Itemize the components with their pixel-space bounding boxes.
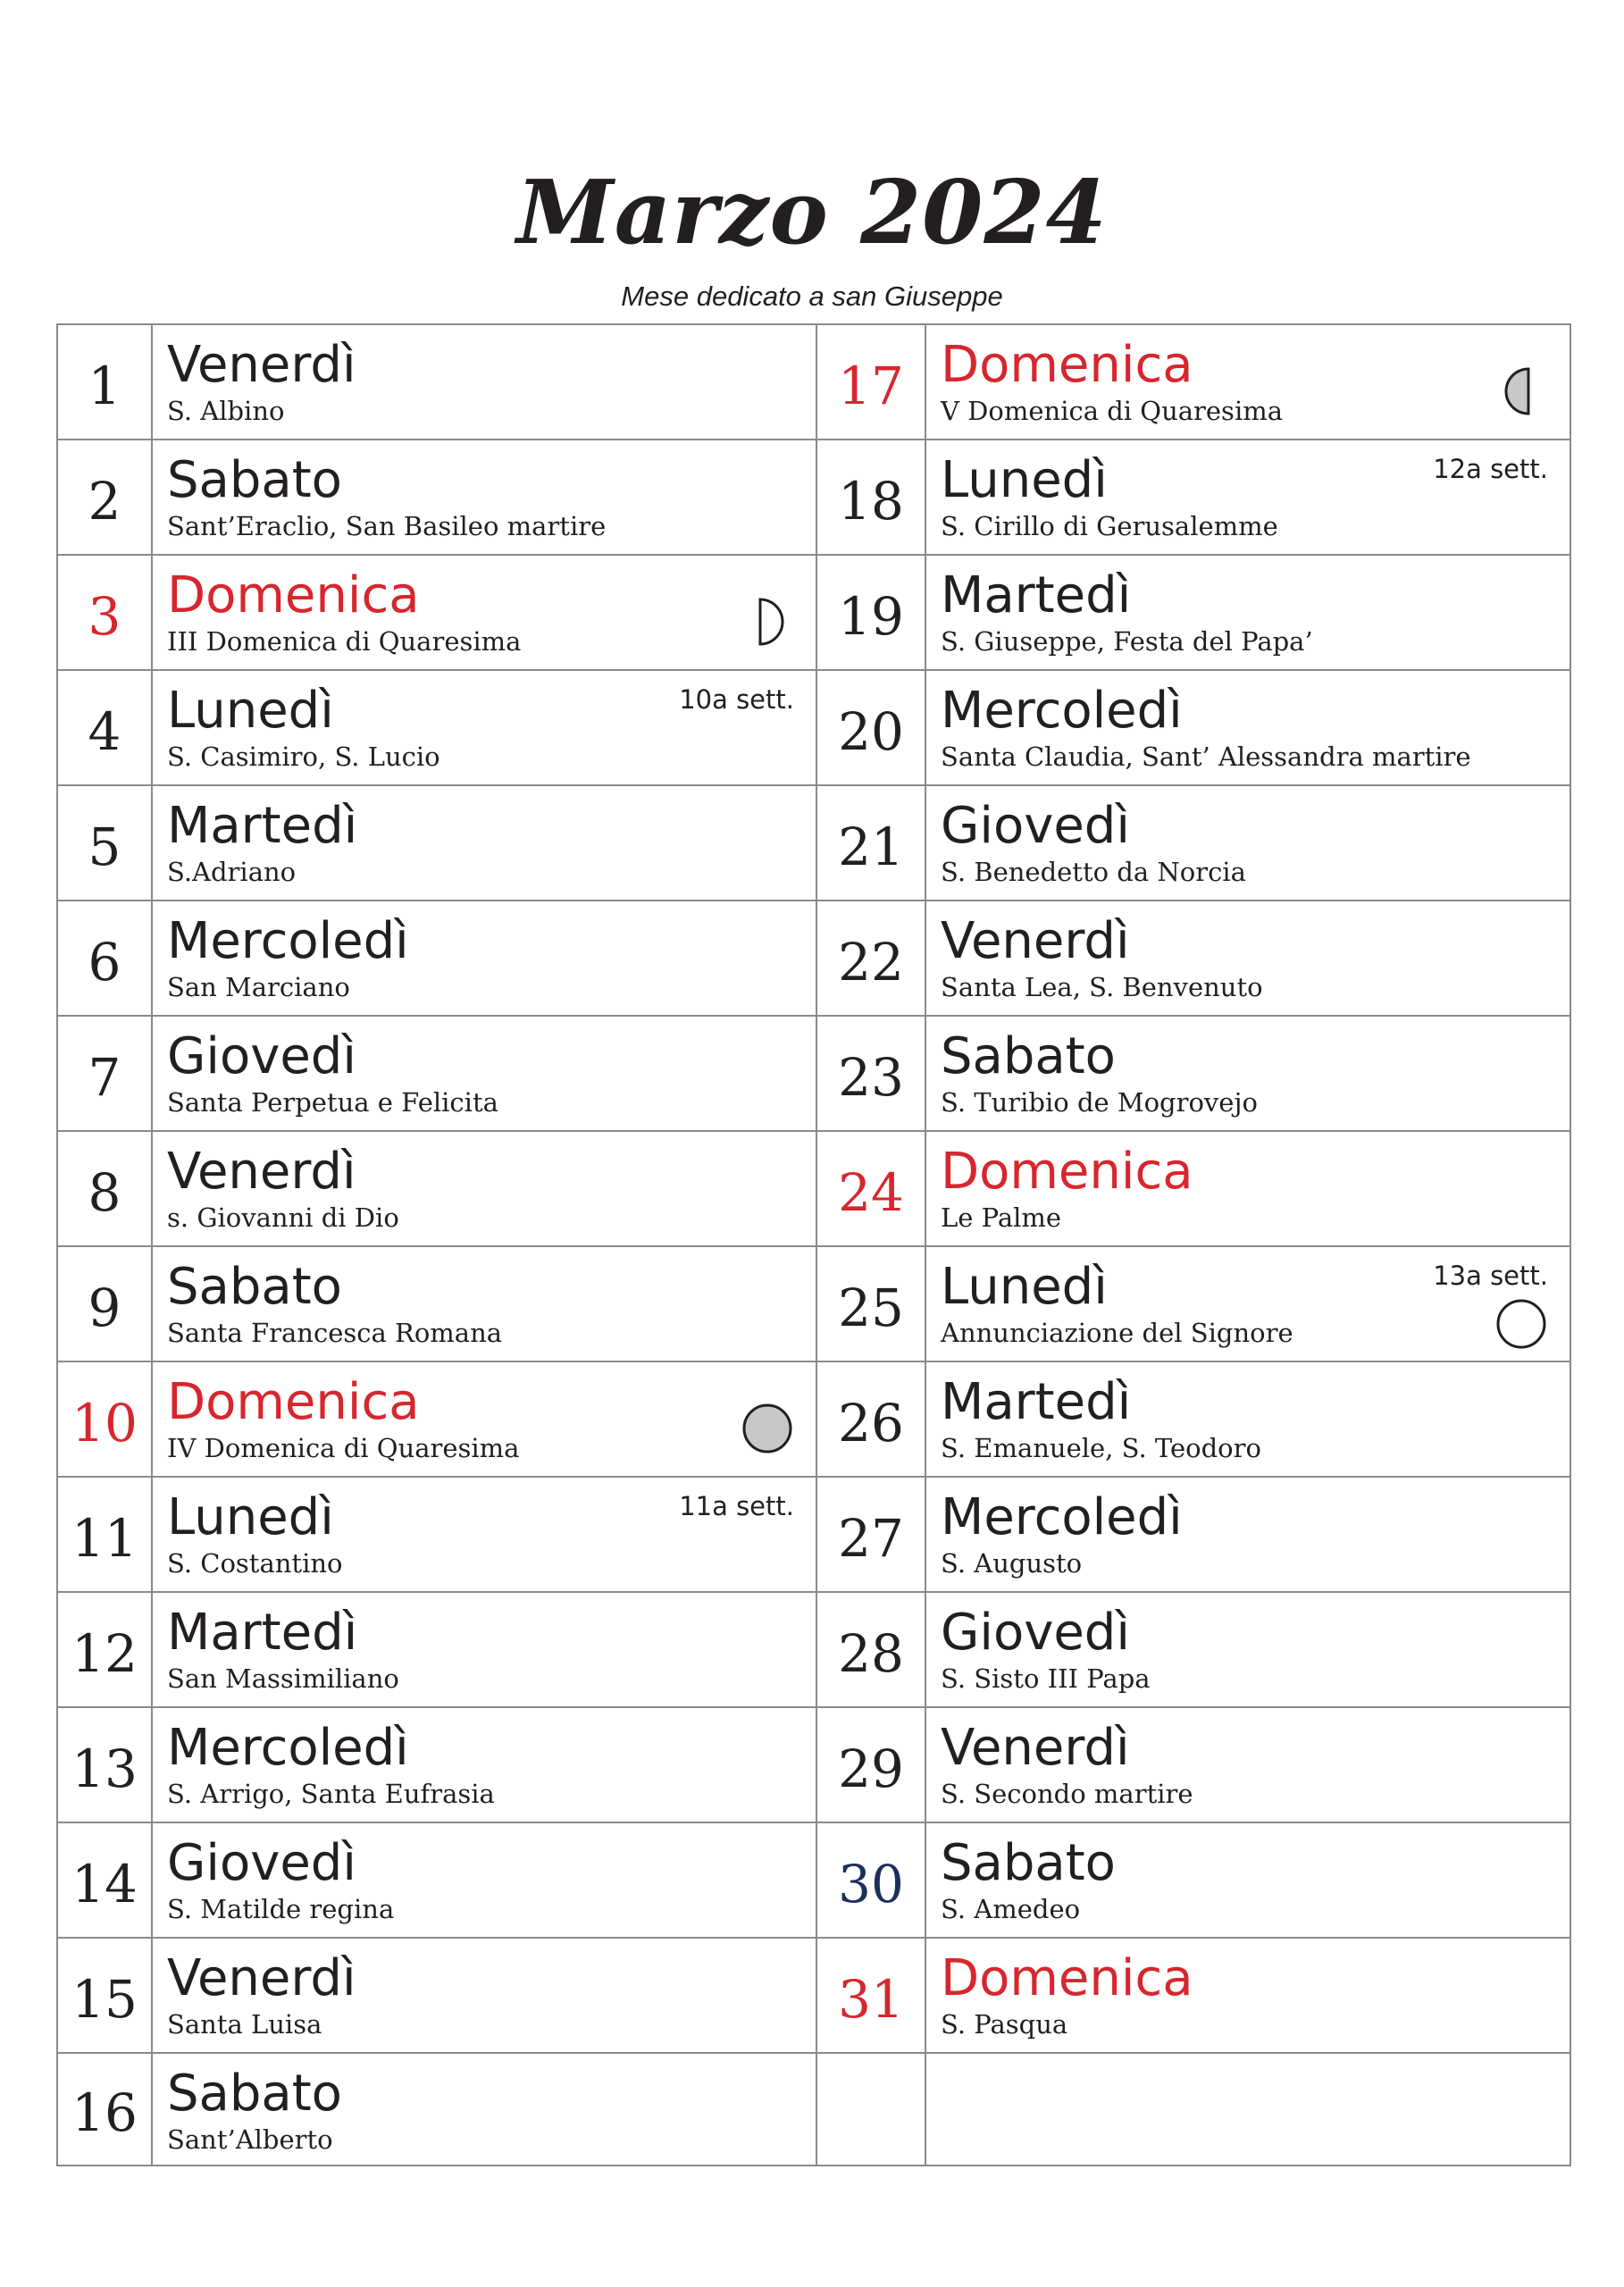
- day-info: [926, 1478, 1570, 1591]
- day-row: [817, 1593, 1570, 1708]
- day-number: 15: [58, 1939, 153, 2052]
- page-subtitle: Mese dedicato a san Giuseppe: [621, 281, 1003, 312]
- day-number: 1: [58, 325, 153, 439]
- day-row: [58, 901, 816, 1017]
- day-info: [153, 1939, 816, 2052]
- saint-name: S. Costantino: [167, 1548, 343, 1579]
- page-title: Marzo 2024: [516, 162, 1108, 264]
- week-number-label: 12a sett.: [1433, 454, 1548, 484]
- day-number: 31: [817, 1939, 926, 2052]
- weekday-name: Lunedì: [167, 1488, 334, 1546]
- day-number: 4: [58, 671, 153, 784]
- day-info: [926, 1939, 1570, 2052]
- day-info: [153, 1593, 816, 1706]
- saint-name: IV Domenica di Quaresima: [167, 1433, 520, 1463]
- day-number: 8: [58, 1132, 153, 1245]
- day-row: [817, 1478, 1570, 1593]
- day-info: [926, 1708, 1570, 1822]
- saint-name: S. Giuseppe, Festa del Papa’: [941, 626, 1313, 657]
- saint-name: III Domenica di Quaresima: [167, 626, 522, 657]
- day-row: [58, 1708, 816, 1823]
- day-number: 14: [58, 1823, 153, 1937]
- day-row: [58, 440, 816, 556]
- day-row: [817, 325, 1570, 440]
- weekday-name: Venerdì: [167, 336, 356, 394]
- day-number: 25: [817, 1247, 926, 1361]
- day-number: 23: [817, 1017, 926, 1130]
- day-number: 3: [58, 556, 153, 669]
- weekday-name: Venerdì: [941, 1719, 1130, 1777]
- empty-day-number: [817, 2054, 926, 2165]
- day-row: [58, 1362, 816, 1478]
- day-number: 9: [58, 1247, 153, 1361]
- saint-name: S. Augusto: [941, 1548, 1083, 1579]
- weekday-name: Martedì: [941, 1373, 1132, 1431]
- saint-name: Santa Perpetua e Felicita: [167, 1087, 498, 1118]
- saint-name: S. Matilde regina: [167, 1894, 395, 1924]
- day-number: 21: [817, 786, 926, 900]
- day-info: [926, 1132, 1570, 1245]
- day-number: 5: [58, 786, 153, 900]
- day-number: 19: [817, 556, 926, 669]
- weekday-name: Martedì: [941, 566, 1132, 624]
- day-number: 7: [58, 1017, 153, 1130]
- day-row: [58, 1939, 816, 2054]
- day-row: [58, 1132, 816, 1247]
- saint-name: Sant’Alberto: [167, 2124, 333, 2155]
- day-row: [817, 1362, 1570, 1478]
- saint-name: V Domenica di Quaresima: [941, 396, 1284, 426]
- day-number: 24: [817, 1132, 926, 1245]
- day-row: [58, 1247, 816, 1362]
- saint-name: Annunciazione del Signore: [941, 1318, 1293, 1348]
- saint-name: S. Amedeo: [941, 1894, 1081, 1924]
- day-info: [153, 325, 816, 439]
- day-row: [817, 1939, 1570, 2054]
- day-row: [817, 671, 1570, 786]
- week-number-label: 10a sett.: [679, 684, 794, 715]
- saint-name: Sant’Eraclio, San Basileo martire: [167, 511, 607, 541]
- saint-name: Santa Luisa: [167, 2009, 322, 2040]
- day-info: [926, 1823, 1570, 1937]
- day-number: 17: [817, 325, 926, 439]
- saint-name: S. Arrigo, Santa Eufrasia: [167, 1779, 495, 1809]
- day-info: [153, 1708, 816, 1822]
- day-row: [817, 440, 1570, 556]
- weekday-name: Mercoledì: [941, 1488, 1183, 1546]
- day-number: 29: [817, 1708, 926, 1822]
- weekday-name: Lunedì: [941, 1258, 1108, 1316]
- weekday-name: Venerdì: [167, 1949, 356, 2007]
- day-info: [153, 1478, 816, 1591]
- day-info: [926, 671, 1570, 784]
- day-info: [153, 1362, 816, 1476]
- day-row: [58, 1823, 816, 1939]
- saint-name: S.Adriano: [167, 857, 297, 887]
- weekday-name: Sabato: [167, 2065, 342, 2123]
- saint-name: Le Palme: [941, 1202, 1062, 1233]
- saint-name: S. Pasqua: [941, 2009, 1068, 2040]
- day-row: [58, 2054, 816, 2165]
- day-info: [153, 556, 816, 669]
- first-quarter-icon: [742, 597, 792, 647]
- day-row: [58, 556, 816, 671]
- weekday-name: Sabato: [167, 451, 342, 509]
- saint-name: S. Turibio de Mogrovejo: [941, 1087, 1258, 1118]
- day-info: [926, 556, 1570, 669]
- last-quarter-icon: [1496, 366, 1546, 416]
- day-row: [817, 1247, 1570, 1362]
- saint-name: S. Emanuele, S. Teodoro: [941, 1433, 1261, 1463]
- day-number: 18: [817, 440, 926, 554]
- day-row: [817, 1017, 1570, 1132]
- week-number-label: 11a sett.: [679, 1491, 794, 1521]
- weekday-name: Sabato: [167, 1258, 342, 1316]
- day-info: [926, 1247, 1570, 1361]
- saint-name: S. Benedetto da Norcia: [941, 857, 1246, 887]
- day-number: 16: [58, 2054, 153, 2165]
- weekday-name: Giovedì: [167, 1027, 356, 1085]
- day-info: [153, 671, 816, 784]
- day-row: [58, 671, 816, 786]
- weekday-name: Lunedì: [941, 451, 1108, 509]
- day-info: [926, 901, 1570, 1015]
- day-row: [58, 786, 816, 901]
- weekday-name: Giovedì: [941, 1604, 1130, 1662]
- day-row: [817, 1708, 1570, 1823]
- new-moon-icon: [742, 1403, 792, 1453]
- day-row: [58, 1593, 816, 1708]
- day-row: [817, 556, 1570, 671]
- weekday-name: Domenica: [167, 1373, 420, 1431]
- weekday-name: Lunedì: [167, 682, 334, 740]
- day-info: [153, 1017, 816, 1130]
- day-info: [153, 1247, 816, 1361]
- calendar-column-right: [817, 325, 1570, 2165]
- saint-name: Santa Claudia, Sant’ Alessandra martire: [941, 741, 1471, 772]
- day-number: 30: [817, 1823, 926, 1937]
- day-number: 28: [817, 1593, 926, 1706]
- weekday-name: Mercoledì: [941, 682, 1183, 740]
- saint-name: Santa Francesca Romana: [167, 1318, 503, 1348]
- day-info: [153, 901, 816, 1015]
- day-info: [926, 786, 1570, 900]
- weekday-name: Domenica: [941, 1143, 1193, 1201]
- weekday-name: Giovedì: [941, 797, 1130, 855]
- weekday-name: Venerdì: [941, 912, 1130, 970]
- weekday-name: Martedì: [167, 1604, 358, 1662]
- day-number: 26: [817, 1362, 926, 1476]
- weekday-name: Sabato: [941, 1834, 1116, 1892]
- day-row: [817, 901, 1570, 1017]
- day-number: 20: [817, 671, 926, 784]
- day-info: [926, 1593, 1570, 1706]
- weekday-name: Giovedì: [167, 1834, 356, 1892]
- weekday-name: Mercoledì: [167, 912, 409, 970]
- saint-name: Santa Lea, S. Benvenuto: [941, 972, 1263, 1002]
- empty-day-info: [926, 2054, 1570, 2165]
- day-info: [153, 1132, 816, 1245]
- saint-name: S. Sisto III Papa: [941, 1663, 1151, 1694]
- day-info: [153, 440, 816, 554]
- day-number: 6: [58, 901, 153, 1015]
- weekday-name: Domenica: [941, 1949, 1193, 2007]
- day-number: 11: [58, 1478, 153, 1591]
- saint-name: S. Casimiro, S. Lucio: [167, 741, 440, 772]
- day-row: [58, 325, 816, 440]
- weekday-name: Domenica: [941, 336, 1193, 394]
- saint-name: San Marciano: [167, 972, 350, 1002]
- day-row: [817, 1132, 1570, 1247]
- day-info: [153, 786, 816, 900]
- day-row: [58, 1017, 816, 1132]
- day-info: [153, 2054, 816, 2165]
- day-number: 10: [58, 1362, 153, 1476]
- week-number-label: 13a sett.: [1433, 1261, 1548, 1291]
- day-row: [817, 786, 1570, 901]
- full-moon-icon: [1496, 1299, 1546, 1349]
- empty-day-row: [817, 2054, 1570, 2165]
- day-info: [153, 1823, 816, 1937]
- saint-name: S. Cirillo di Gerusalemme: [941, 511, 1278, 541]
- saint-name: S. Secondo martire: [941, 1779, 1193, 1809]
- day-info: [926, 325, 1570, 439]
- day-row: [58, 1478, 816, 1593]
- day-row: [817, 1823, 1570, 1939]
- weekday-name: Venerdì: [167, 1143, 356, 1201]
- day-info: [926, 1362, 1570, 1476]
- weekday-name: Sabato: [941, 1027, 1116, 1085]
- day-number: 2: [58, 440, 153, 554]
- day-info: [926, 440, 1570, 554]
- saint-name: S. Albino: [167, 396, 285, 426]
- calendar-column-left: [58, 325, 817, 2165]
- calendar-grid: [56, 323, 1571, 2166]
- day-number: 22: [817, 901, 926, 1015]
- weekday-name: Mercoledì: [167, 1719, 409, 1777]
- saint-name: San Massimiliano: [167, 1663, 399, 1694]
- day-number: 12: [58, 1593, 153, 1706]
- day-info: [926, 1017, 1570, 1130]
- weekday-name: Domenica: [167, 566, 420, 624]
- weekday-name: Martedì: [167, 797, 358, 855]
- day-number: 13: [58, 1708, 153, 1822]
- saint-name: s. Giovanni di Dio: [167, 1202, 399, 1233]
- day-number: 27: [817, 1478, 926, 1591]
